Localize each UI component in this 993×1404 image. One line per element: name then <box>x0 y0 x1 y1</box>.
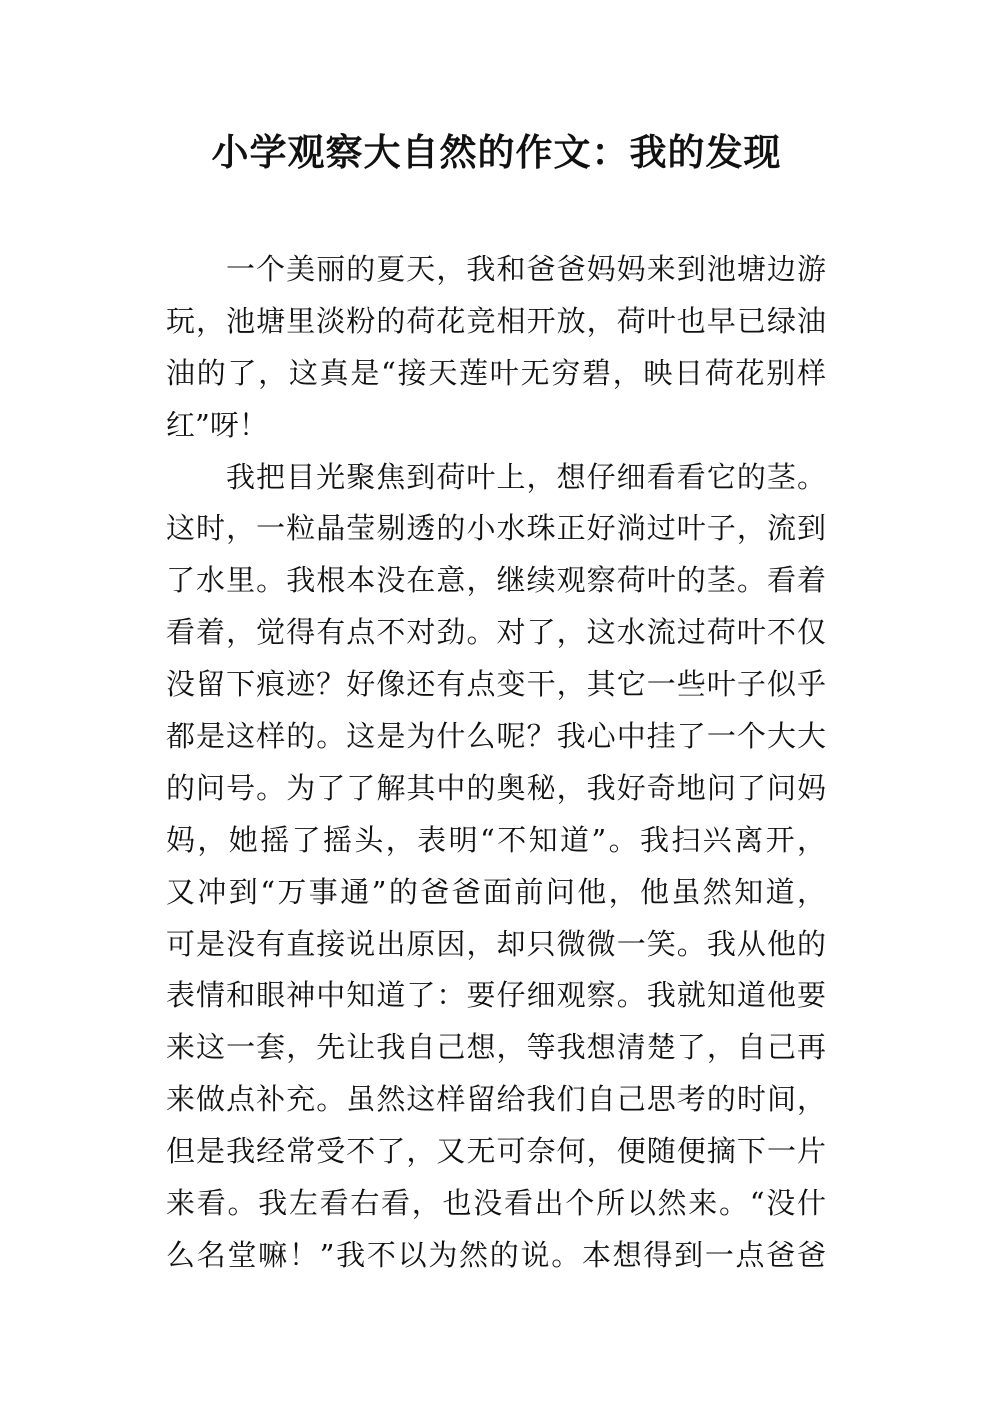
text-line: 玩，池塘里淡粉的荷花竞相开放，荷叶也早已绿油 <box>166 303 826 338</box>
text-line: 来做点补充。虽然这样留给我们自己思考的时间， <box>166 1082 826 1117</box>
text-line: 来看。我左看右看，也没看出个所以然来。“没什 <box>166 1186 826 1221</box>
text-line: 了水里。我根本没在意，继续观察荷叶的茎。看着 <box>166 563 826 598</box>
text-line: 都是这样的。这是为什么呢？我心中挂了一个大大 <box>166 719 826 754</box>
text-line: 我把目光聚焦到荷叶上，想仔细看看它的茎。 <box>226 459 826 494</box>
paragraph-1 <box>166 244 826 452</box>
text-line: 又冲到“万事通”的爸爸面前问他，他虽然知道， <box>166 874 826 909</box>
text-line: 妈，她摇了摇头，表明“不知道”。我扫兴离开， <box>166 822 826 857</box>
text-line: 没留下痕迹？好像还有点变干，其它一些叶子似乎 <box>166 667 826 702</box>
text-line: 但是我经常受不了，又无可奈何，便随便摘下一片 <box>166 1134 826 1169</box>
document-title: 小学观察大自然的作文：我的发现 <box>211 130 782 174</box>
text-line: 红”呀！ <box>166 407 268 442</box>
document-body <box>166 244 826 1282</box>
text-line: 可是没有直接说出原因，却只微微一笑。我从他的 <box>166 926 826 961</box>
text-line: 表情和眼神中知道了：要仔细观察。我就知道他要 <box>166 978 826 1013</box>
text-line: 一个美丽的夏天，我和爸爸妈妈来到池塘边游 <box>226 252 826 286</box>
text-line: 的问号。为了了解其中的奥秘，我好奇地问了问妈 <box>166 770 826 805</box>
text-line: 这时，一粒晶莹剔透的小水珠正好淌过叶子，流到 <box>166 511 826 546</box>
text-line: 油的了，这真是“接天莲叶无穷碧，映日荷花别样 <box>166 355 826 390</box>
paragraph-2 <box>166 452 826 1282</box>
text-line: 来这一套，先让我自己想，等我想清楚了，自己再 <box>166 1030 826 1065</box>
text-line: 看着，觉得有点不对劲。对了，这水流过荷叶不仅 <box>166 615 826 650</box>
text-line: 么名堂嘛！”我不以为然的说。本想得到一点爸爸 <box>166 1237 826 1272</box>
